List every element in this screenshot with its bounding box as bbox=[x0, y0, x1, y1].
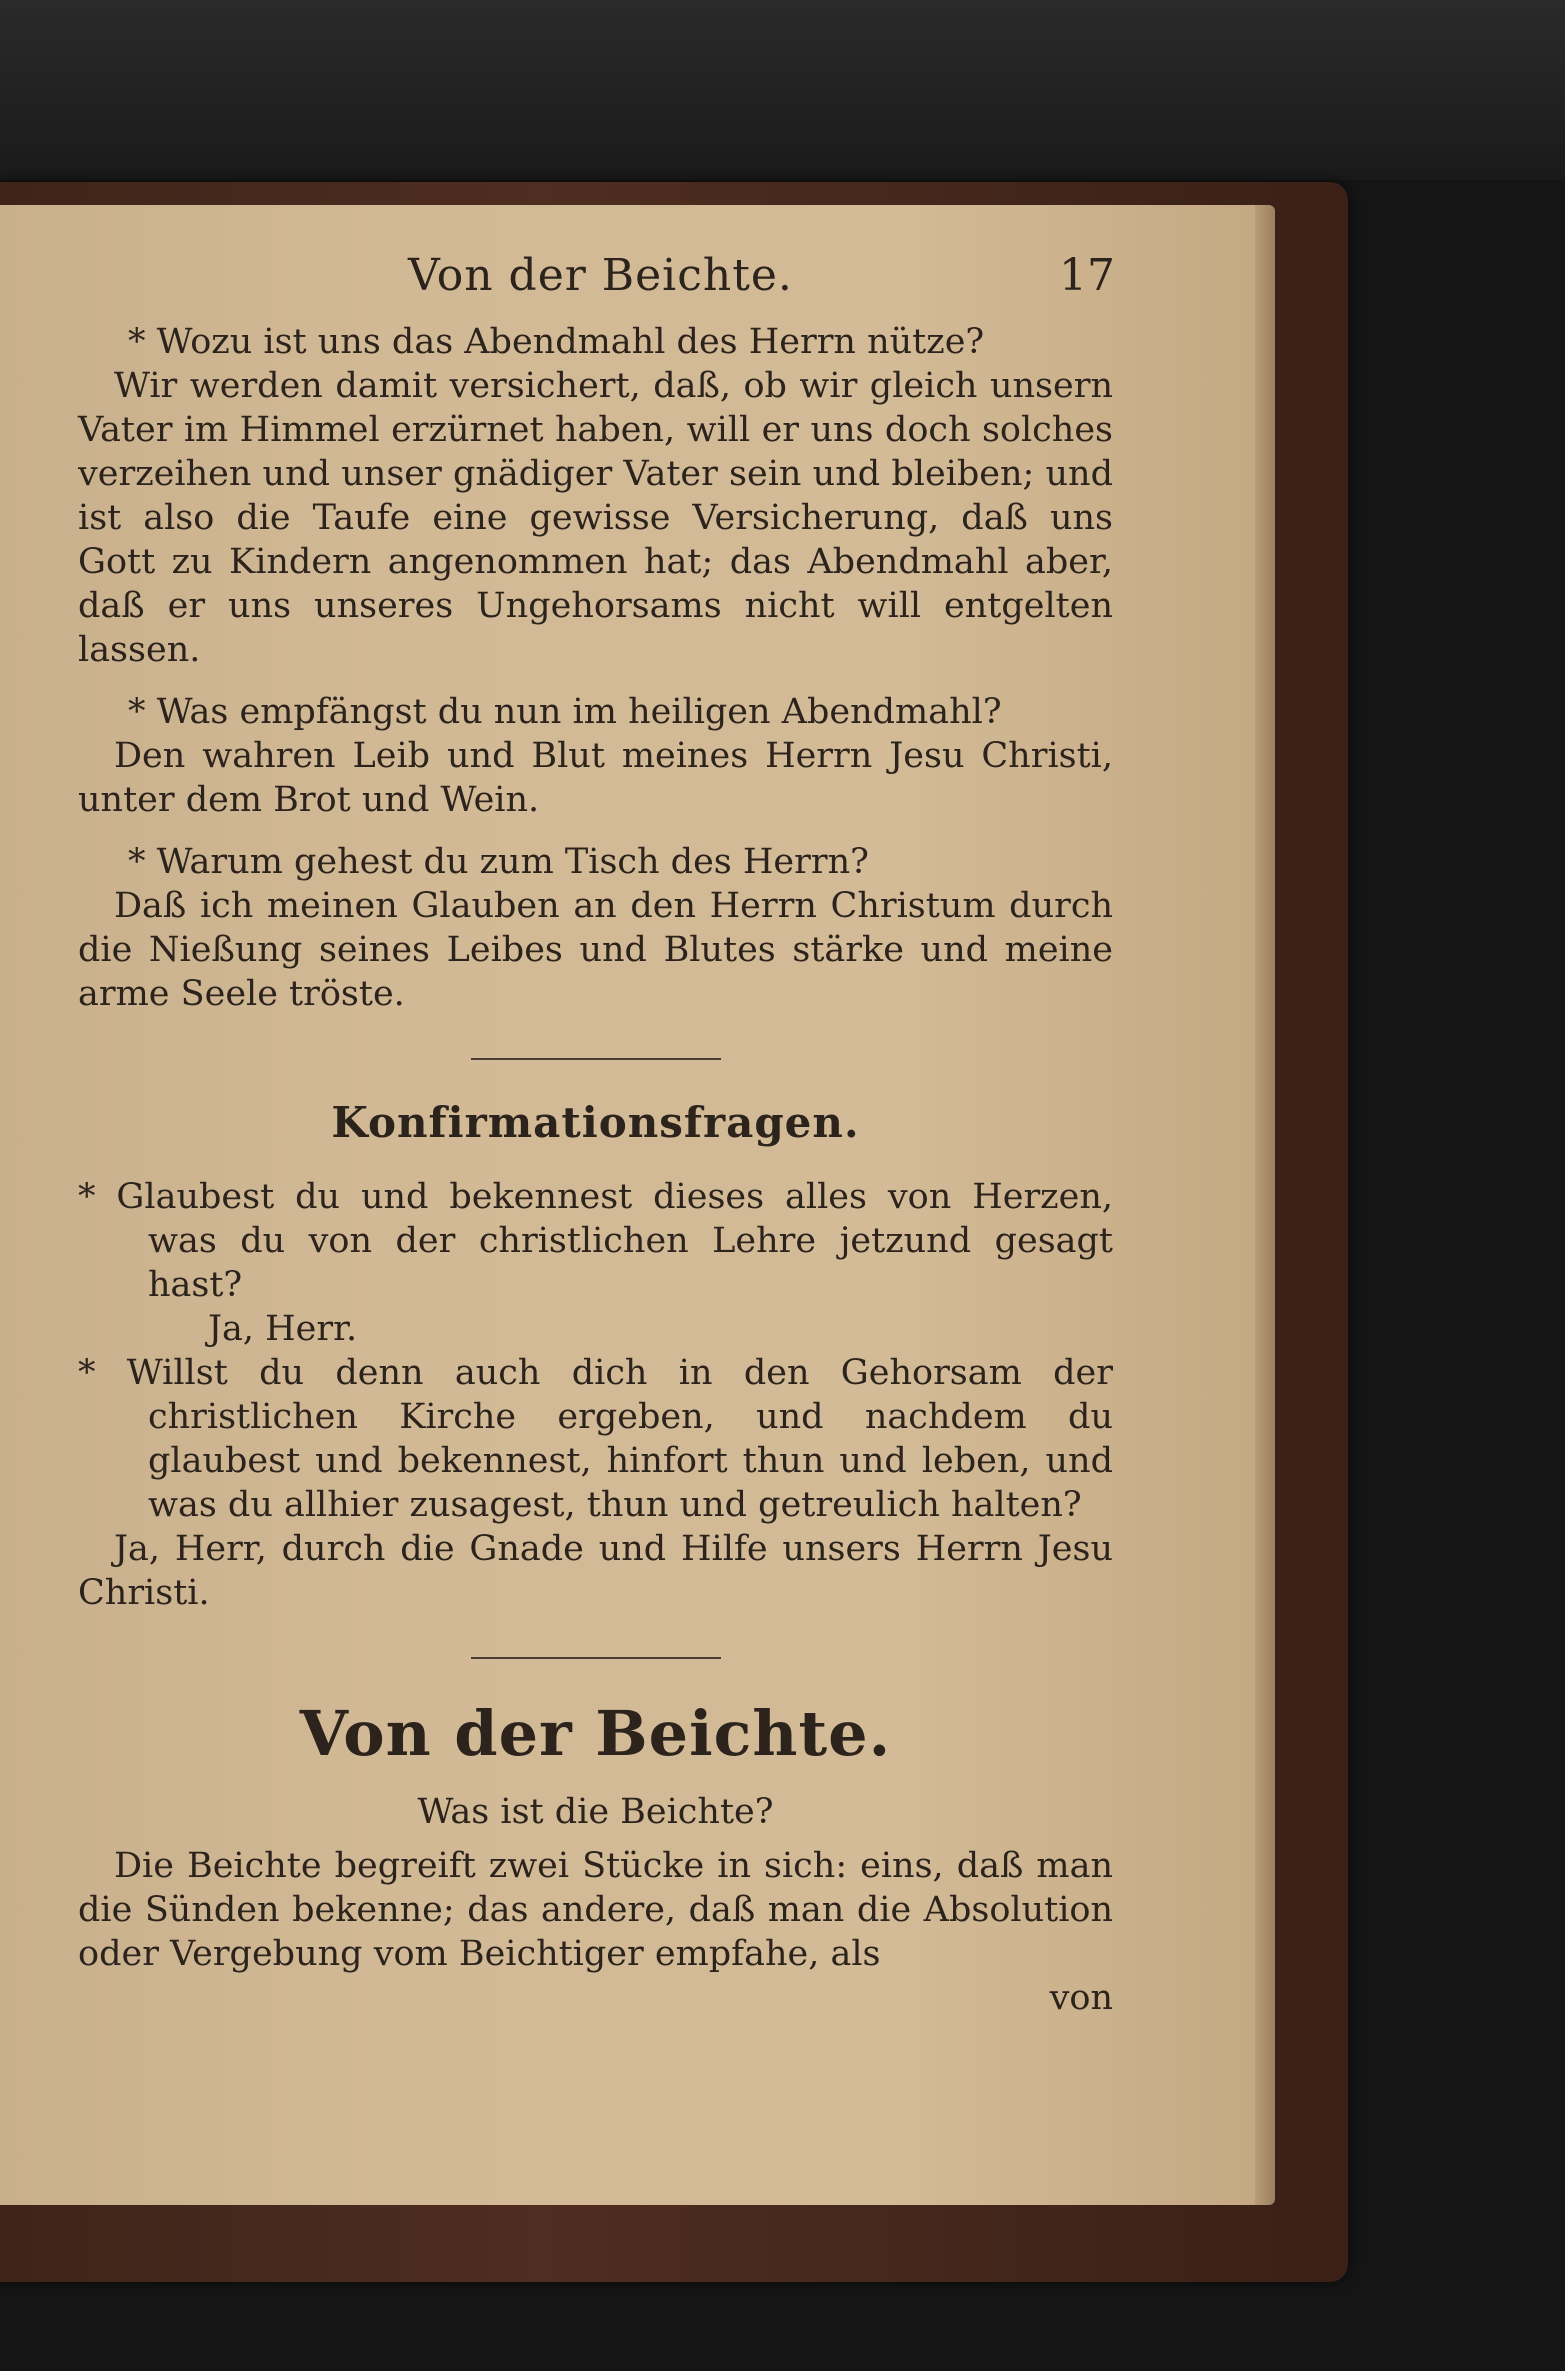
section-heading: Konfirmationsfragen. bbox=[331, 1098, 860, 1147]
background bbox=[0, 0, 1565, 180]
answer: Den wahren Leib und Blut meines Herrn Jesu Christi, unter dem Brot und Wein. bbox=[78, 736, 1113, 820]
running-title: Von der Beichte. bbox=[408, 250, 793, 301]
answer: Die Beichte begreift zwei Stücke in sich: eins, daß man die Sünden bekenne; das andere, daß man die Absolution oder Vergebung vom Beichtiger empfahe, als bbox=[78, 1846, 1113, 1974]
answer: Ja, Herr, durch die Gnade und Hilfe unsers Herrn Jesu Christi. bbox=[78, 1529, 1113, 1613]
divider bbox=[471, 1657, 721, 1659]
question: * Wozu ist uns das Abendmahl des Herrn nütze? bbox=[128, 322, 985, 362]
catchword: von bbox=[1049, 1978, 1113, 2018]
answer: Daß ich meinen Glauben an den Herrn Christum durch die Nießung seines Leibes und Blutes stärke und meine arme Seele tröste. bbox=[78, 886, 1113, 1014]
page-content bbox=[78, 250, 1113, 2020]
qa-item bbox=[78, 320, 1113, 672]
qa-item bbox=[78, 840, 1113, 1016]
page-header bbox=[78, 250, 1113, 320]
question: * Was empfängst du nun im heiligen Abendmahl? bbox=[128, 692, 1002, 732]
question: * Willst du denn auch dich in den Gehorsam der christlichen Kirche ergeben, und nachdem du glaubest und bekennest, hinfort thun und leben, und was du allhier zusagest, thun und getreulich halten? bbox=[78, 1353, 1113, 1525]
answer: Wir werden damit versichert, daß, ob wir gleich unsern Vater im Himmel erzürnet haben, will er uns doch solches verzeihen und unser gnädiger Vater sein und bleiben; und ist also die Taufe eine gewisse Versicherung, daß uns Gott zu Kindern angenommen hat; das Abendmahl aber, daß er uns unseres Ungehorsams nicht will entgelten lassen. bbox=[78, 366, 1113, 670]
qa-item bbox=[78, 690, 1113, 822]
chapter-heading: Von der Beichte. bbox=[299, 1697, 892, 1770]
answer: Ja, Herr. bbox=[208, 1309, 358, 1349]
divider bbox=[471, 1058, 721, 1060]
question: Was ist die Beichte? bbox=[417, 1792, 774, 1832]
page-edge bbox=[1255, 205, 1275, 2205]
question: * Warum gehest du zum Tisch des Herrn? bbox=[128, 842, 869, 882]
question: * Glaubest du und bekennest dieses alles von Herzen, was du von der christlichen Lehre jetzund gesagt hast? bbox=[78, 1177, 1113, 1305]
page-number: 17 bbox=[1059, 250, 1115, 301]
